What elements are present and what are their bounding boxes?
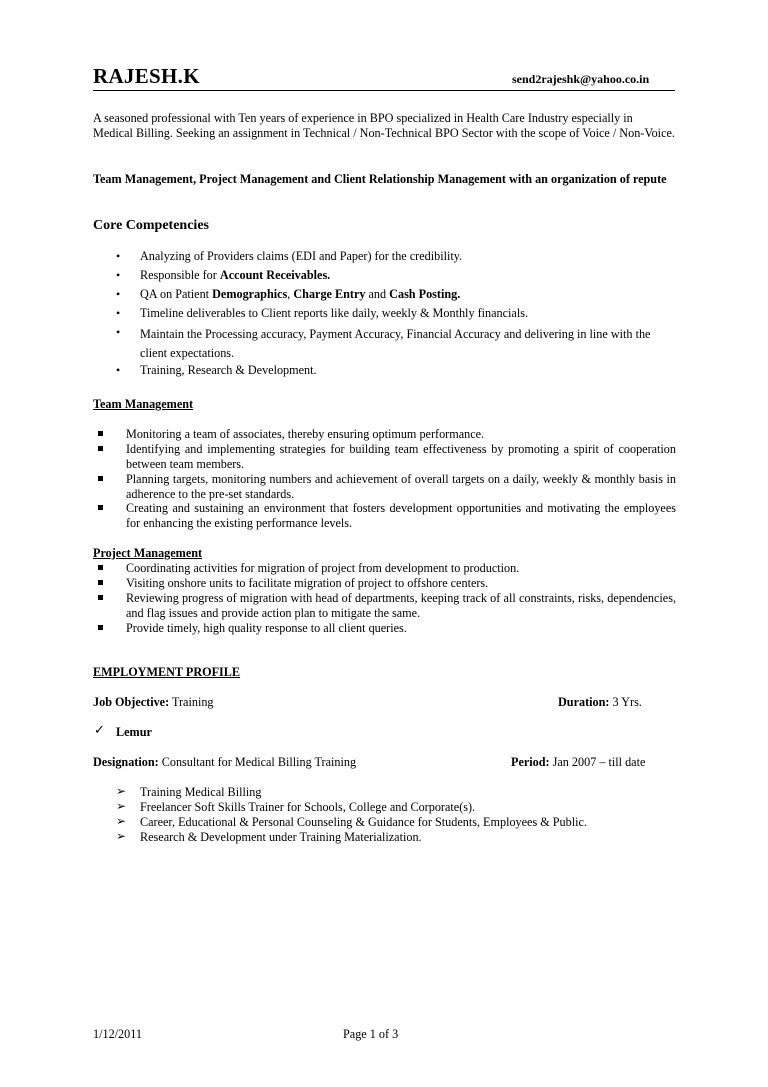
designation-value: Consultant for Medical Billing Training bbox=[158, 755, 357, 769]
header-rule bbox=[93, 90, 675, 91]
core-item bbox=[140, 287, 680, 302]
project-management-heading: Project Management bbox=[93, 546, 203, 560]
team-item: Identifying and implementing strategies for building team effectiveness by promoting a spirit of cooperation between team members. bbox=[126, 442, 676, 471]
employment-profile-heading: EMPLOYMENT PROFILE bbox=[93, 665, 241, 679]
job-objective-value: Training bbox=[169, 695, 214, 709]
arrow-bullet-icon: ➢ bbox=[116, 829, 127, 843]
period bbox=[511, 755, 645, 770]
core-item-text: Responsible for bbox=[140, 268, 220, 282]
team-management-heading: Team Management bbox=[93, 397, 194, 411]
project-item: Visiting onshore units to facilitate migration of project to offshore centers. bbox=[126, 576, 489, 590]
core-item-text: Analyzing of Providers claims (EDI and Paper) for the credibility. bbox=[140, 249, 463, 263]
core-item-text: Maintain the Processing accuracy, Payment Accuracy, Financial Accuracy and delivering in line with the client expectations. bbox=[140, 327, 651, 360]
candidate-name: RAJESH.K bbox=[93, 64, 200, 88]
employment-item: Freelancer Soft Skills Trainer for Schools, College and Corporate(s). bbox=[140, 800, 476, 814]
employment-item: Research & Development under Training Materialization. bbox=[140, 830, 422, 844]
period-value: Jan 2007 – till date bbox=[549, 755, 646, 769]
arrow-bullet-icon: ➢ bbox=[116, 799, 127, 813]
check-mark-icon: ✓ bbox=[94, 723, 105, 738]
square-bullet-icon bbox=[98, 431, 103, 436]
job-objective-label: Job Objective: bbox=[93, 695, 170, 709]
square-bullet-icon bbox=[98, 580, 103, 585]
core-item-text: , bbox=[287, 287, 294, 301]
square-bullet-icon bbox=[98, 595, 103, 600]
company-name: Lemur bbox=[116, 725, 152, 739]
employment-item: Career, Educational & Personal Counseling & Guidance for Students, Employees & Public. bbox=[140, 815, 587, 829]
team-item: Monitoring a team of associates, thereby ensuring optimum performance. bbox=[126, 427, 485, 441]
project-item: Provide timely, high quality response to all client queries. bbox=[126, 621, 407, 635]
summary-paragraph: A seasoned professional with Ten years of experience in BPO specialized in Health Care Industry especially in Medical Billing. Seeking an assignment in Technical / Non-Technical BPO Sector with the scope of Voice / Non-Voice. bbox=[93, 111, 675, 140]
designation bbox=[93, 755, 356, 770]
square-bullet-icon bbox=[98, 565, 103, 570]
team-item: Planning targets, monitoring numbers and achievement of overall targets on a daily, weekly & monthly basis in adherence to the pre-set standards. bbox=[126, 472, 676, 501]
employment-item: Training Medical Billing bbox=[140, 785, 262, 799]
square-bullet-icon bbox=[98, 476, 103, 481]
bullet-icon: • bbox=[116, 287, 121, 301]
arrow-bullet-icon: ➢ bbox=[116, 784, 127, 798]
duration bbox=[558, 695, 642, 710]
core-item-bold: Charge Entry bbox=[293, 287, 366, 301]
project-item: Reviewing progress of migration with head of departments, keeping track of all constraints, risks, dependencies, and flag issues and provide action plan to mitigate the same. bbox=[126, 591, 676, 620]
core-item-bold: Cash Posting. bbox=[389, 287, 461, 301]
job-objective bbox=[93, 695, 214, 710]
square-bullet-icon bbox=[98, 625, 103, 630]
duration-value: 3 Yrs. bbox=[609, 695, 642, 709]
core-item-text: Timeline deliverables to Client reports like daily, weekly & Monthly financials. bbox=[140, 306, 529, 320]
square-bullet-icon bbox=[98, 505, 103, 510]
team-item: Creating and sustaining an environment that fosters development opportunities and motivating the employees for enhancing the existing performance levels. bbox=[126, 501, 676, 530]
core-item bbox=[140, 325, 675, 363]
core-item-text: and bbox=[365, 287, 390, 301]
project-item: Coordinating activities for migration of project from development to production. bbox=[126, 561, 520, 575]
core-item bbox=[140, 363, 680, 378]
bullet-icon: • bbox=[116, 268, 121, 282]
footer-page-number: Page 1 of 3 bbox=[343, 1027, 399, 1041]
designation-label: Designation: bbox=[93, 755, 159, 769]
core-item-text: Training, Research & Development. bbox=[140, 363, 317, 377]
core-competencies-heading: Core Competencies bbox=[93, 218, 209, 233]
headline-paragraph: Team Management, Project Management and Client Relationship Management with an organization of repute bbox=[93, 172, 667, 186]
email-address: send2rajeshk@yahoo.co.in bbox=[512, 72, 650, 86]
core-item bbox=[140, 268, 680, 283]
square-bullet-icon bbox=[98, 446, 103, 451]
core-item-text: QA on Patient bbox=[140, 287, 213, 301]
core-item bbox=[140, 249, 680, 264]
duration-label: Duration: bbox=[558, 695, 610, 709]
period-label: Period: bbox=[511, 755, 550, 769]
footer-date: 1/12/2011 bbox=[93, 1027, 142, 1041]
bullet-icon: • bbox=[116, 249, 121, 263]
core-item bbox=[140, 306, 680, 321]
core-item-bold: Account Receivables. bbox=[219, 268, 331, 282]
bullet-icon: • bbox=[116, 363, 121, 377]
core-item-bold: Demographics bbox=[212, 287, 288, 301]
bullet-icon: • bbox=[116, 306, 121, 320]
bullet-icon: • bbox=[116, 325, 121, 339]
arrow-bullet-icon: ➢ bbox=[116, 814, 127, 828]
